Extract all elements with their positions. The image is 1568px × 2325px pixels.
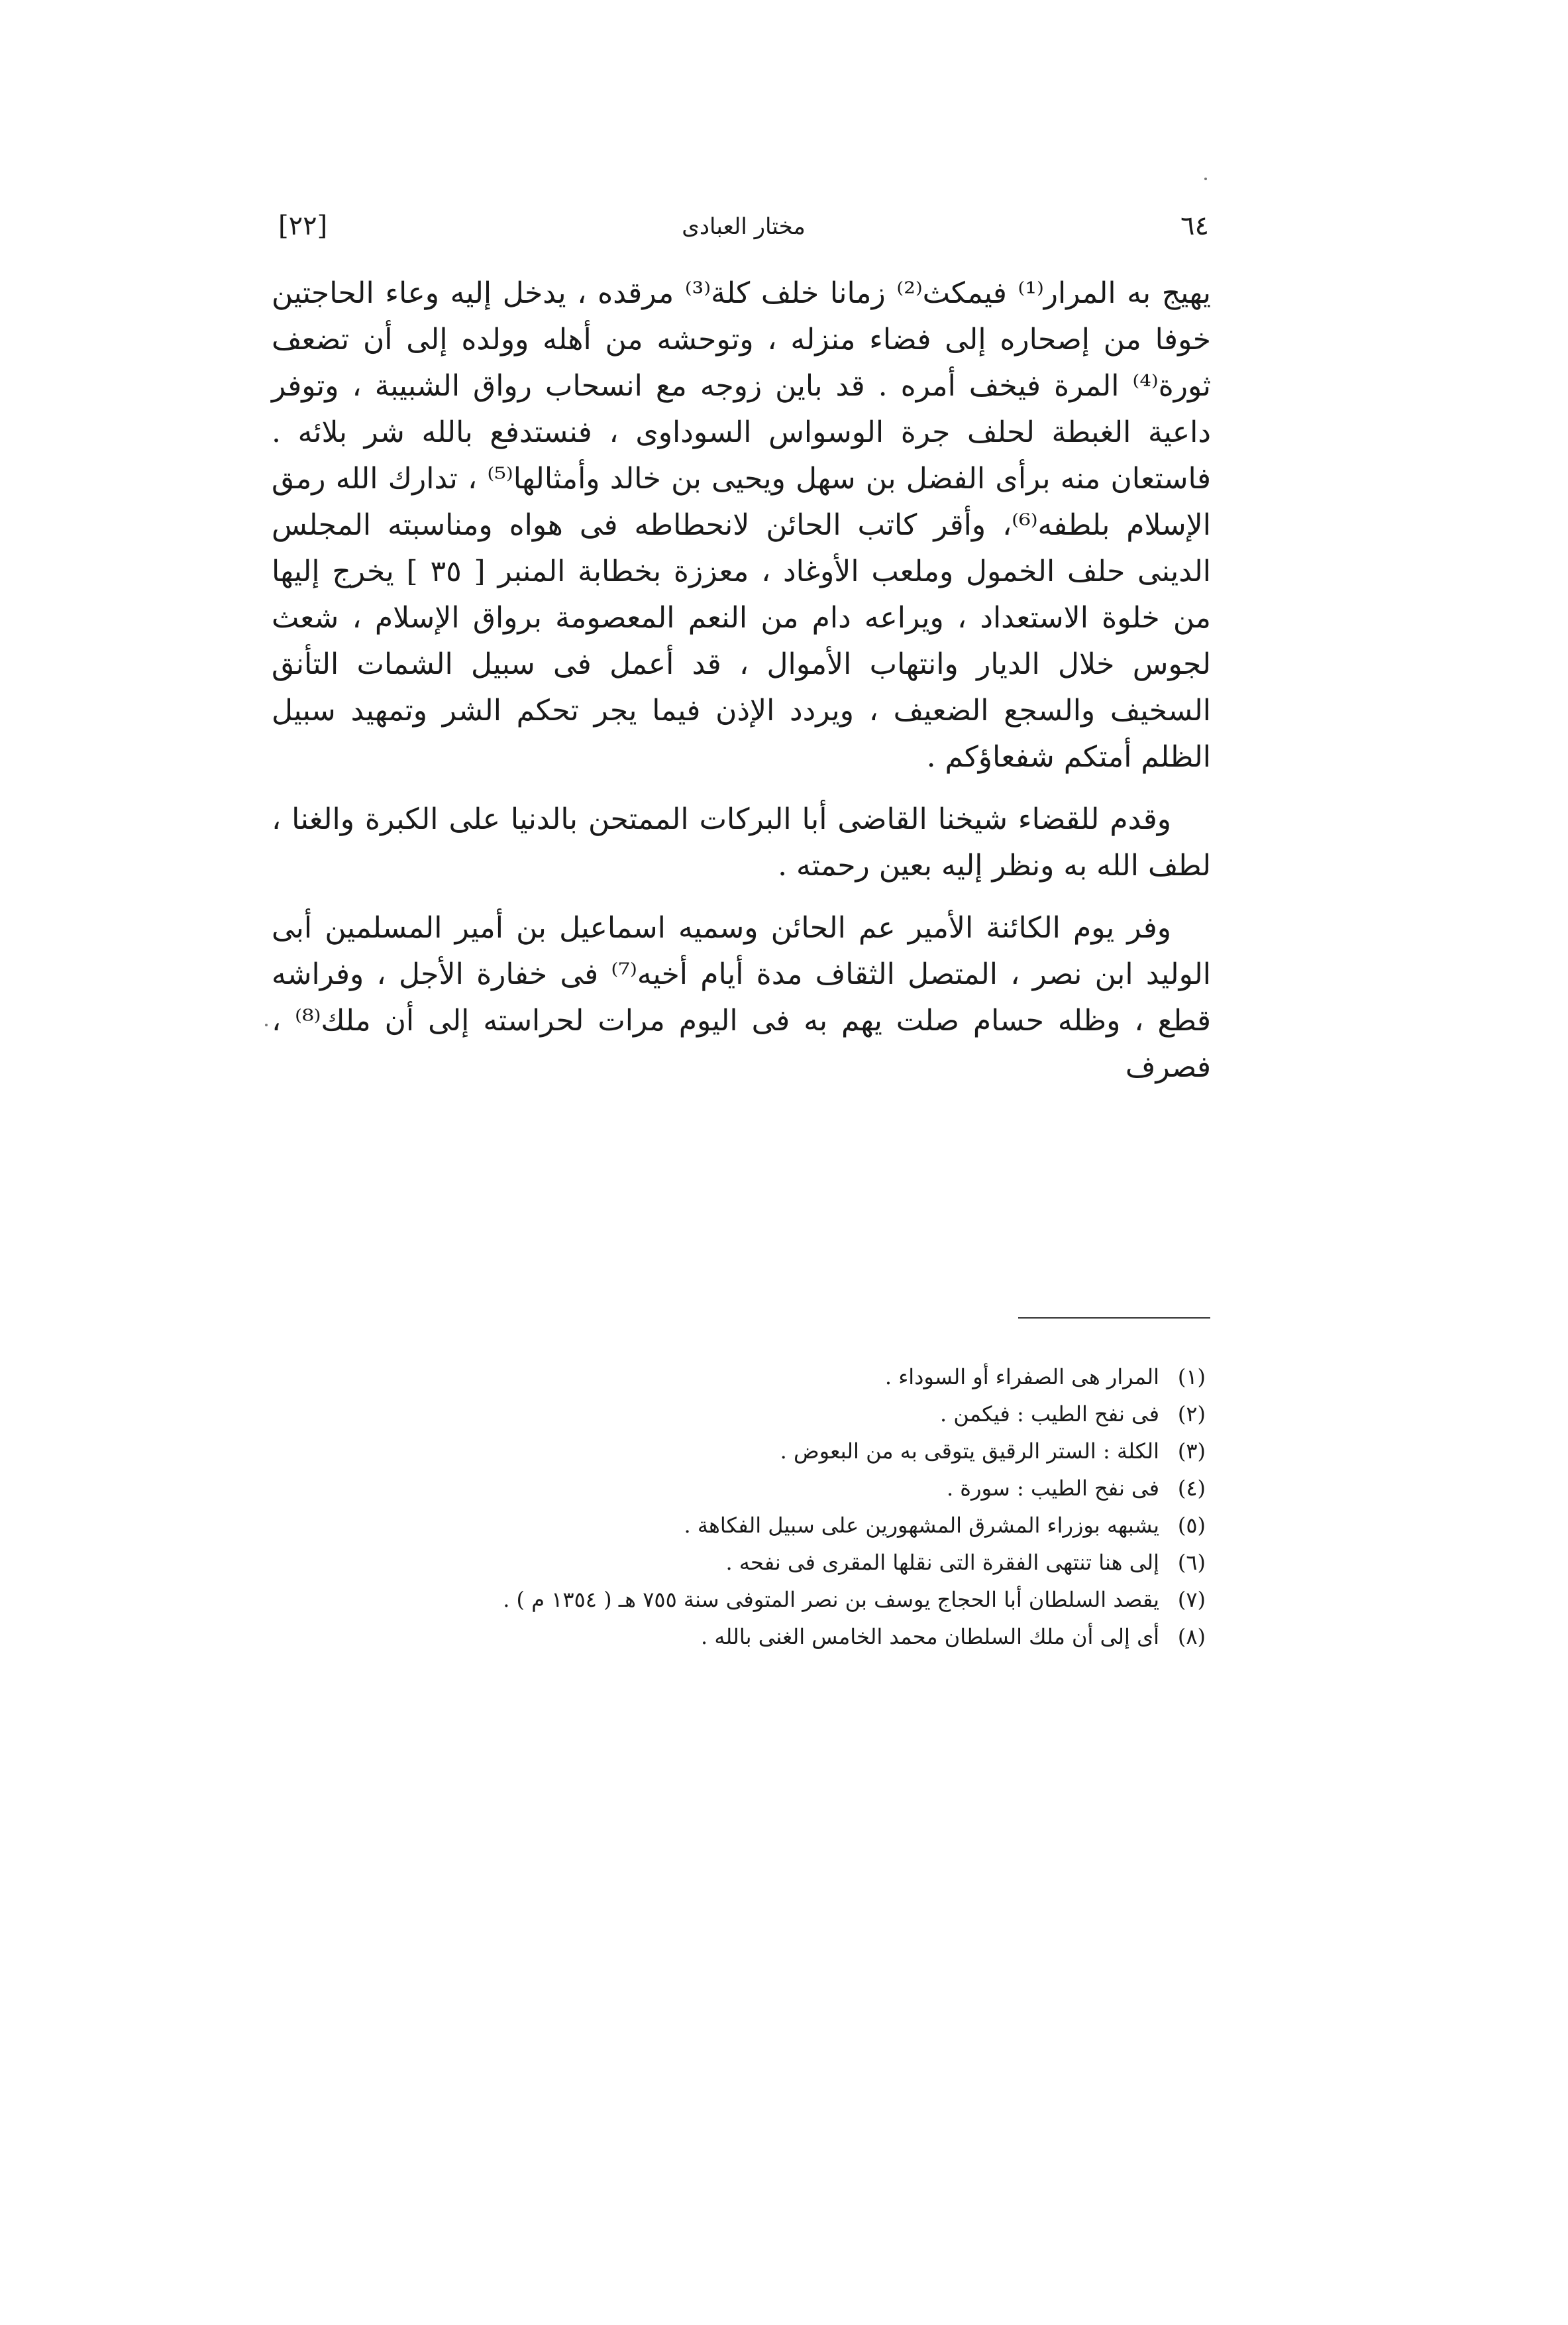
footnote <box>358 1470 1206 1507</box>
footnote-text: فى نفح الطيب : سورة . <box>946 1476 1159 1501</box>
footnote <box>358 1395 1206 1433</box>
footnote-text: المرار هى الصفراء أو السوداء . <box>884 1364 1159 1389</box>
footnote-number: (٧) <box>1177 1587 1206 1612</box>
footnote <box>358 1358 1206 1395</box>
footnote-text: أى إلى أن ملك السلطان محمد الخامس الغنى بالله . <box>701 1624 1159 1649</box>
paragraph: يهيج به المرار⁽¹⁾ فيمكث⁽²⁾ زمانا خلف كلة⁽³⁾ مرقده ، يدخل إليه وعاء الحاجتين خوفا من إصحاره إلى فضاء منزله ، وتوحشه من أهله وولده إلى أن تضعف ثورة⁽⁴⁾ المرة فيخف أمره . قد باين زوجه مع انسحاب رواق الشبيبة ، وتوفر داعية الغبطة لحلف جرة الوسواس السوداوى ، فنستدفع بالله شر بلائه . فاستعان منه برأى الفضل بن سهل ويحيى بن خالد وأمثالها⁽⁵⁾ ، تدارك الله رمق الإسلام بلطفه⁽⁶⁾، وأقر كاتب الحائن لانحطاطه فى هواه ومناسبته المجلس الدينى حلف الخمول وملعب الأوغاد ، معززة بخطابة المنبر [ ٣٥ ] يخرج إليها من خلوة الاستعداد ، ويراعه دام من النعم المعصومة برواق الإسلام ، شعث لجوس خلال الديار وانتهاب الأموال ، قد أعمل فى سبيل الشمات التأنق السخيف والسجع الضعيف ، ويردد الإذن فيما يجر تحكم الشر وتمهيد سبيل الظلم أمتكم شفعاؤكم . <box>272 276 1211 774</box>
running-head <box>278 211 1209 250</box>
paragraph: وفر يوم الكائنة الأمير عم الحائن وسميه اسماعيل بن أمير المسلمين أبى الوليد ابن نصر ، المتصل الثقاف مدة أيام أخيه⁽⁷⁾ فى خفارة الأجل ، وفراشه قطع ، وظله حسام صلت يهم به فى اليوم مرات لحراسته إلى أن ملك⁽⁸⁾ ، فصرف <box>272 911 1211 1084</box>
footnote-number: (٢) <box>1177 1401 1206 1427</box>
body-text <box>272 270 1211 1107</box>
footnote-divider <box>1018 1317 1210 1319</box>
footnote-text: الكلة : الستر الرقيق يتوقى به من البعوض . <box>780 1438 1159 1464</box>
footnote-number: (٥) <box>1177 1513 1206 1538</box>
footnote-number: (٤) <box>1177 1476 1206 1501</box>
footnote-number: (٣) <box>1177 1438 1206 1464</box>
paragraph: وقدم للقضاء شيخنا القاضى أبا البركات الممتحن بالدنيا على الكبرة والغنا ، لطف الله به ونظر إليه بعين رحمته . <box>272 802 1211 883</box>
scan-speck <box>1204 178 1207 180</box>
section-number: [٢٢] <box>278 211 328 241</box>
page-number: ٦٤ <box>1180 211 1209 241</box>
footnote <box>358 1433 1206 1470</box>
footnote-number: (٦) <box>1177 1550 1206 1575</box>
footnote-text: يقصد السلطان أبا الحجاج يوسف بن نصر المتوفى سنة ٧٥٥ هـ ( ١٣٥٤ م ) . <box>503 1587 1159 1612</box>
running-title: مختار العبادى <box>682 213 806 240</box>
footnote-number: (٨) <box>1177 1624 1206 1649</box>
footnote-text: يشبهه بوزراء المشرق المشهورين على سبيل الفكاهة . <box>684 1513 1159 1538</box>
footnote <box>358 1618 1206 1655</box>
footnote-number: (١) <box>1177 1364 1206 1389</box>
footnote <box>358 1507 1206 1544</box>
footnote-text: إلى هنا تنتهى الفقرة التى نقلها المقرى فى نفحه . <box>725 1550 1159 1575</box>
footnote <box>358 1544 1206 1581</box>
scan-speck <box>265 1024 268 1026</box>
footnotes <box>358 1358 1206 1655</box>
footnote-text: فى نفح الطيب : فيكمن . <box>940 1401 1159 1427</box>
footnote <box>358 1581 1206 1618</box>
